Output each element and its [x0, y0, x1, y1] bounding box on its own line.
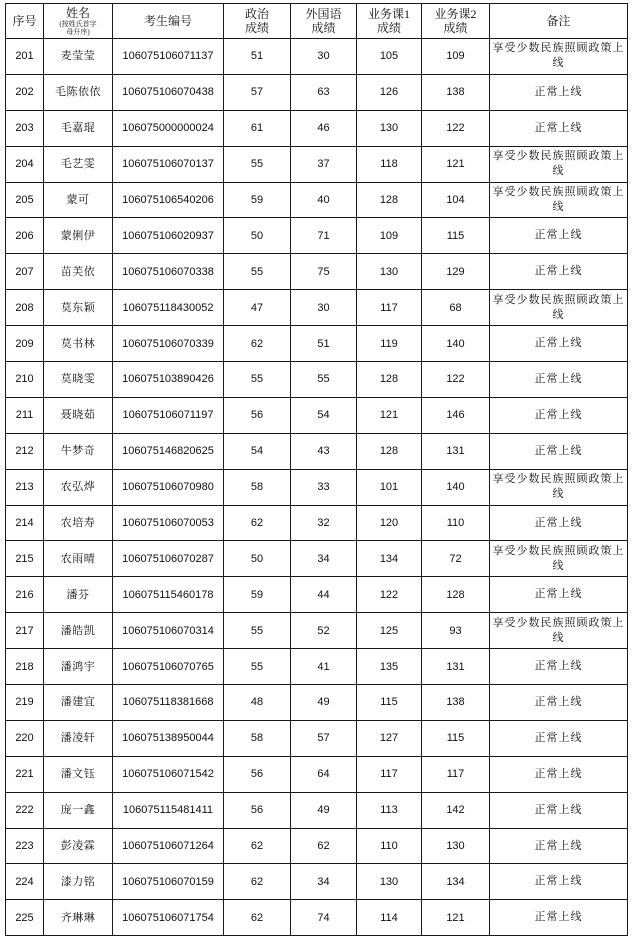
cell-foreign-language: 30: [291, 39, 357, 75]
cell-politics: 59: [224, 577, 291, 613]
cell-name: 聂晓茹: [44, 397, 113, 433]
cell-foreign-language: 51: [291, 326, 357, 362]
cell-exam-id: 106075106070339: [113, 326, 224, 362]
cell-index: 214: [6, 505, 44, 541]
cell-subject1: 115: [357, 685, 422, 721]
cell-politics: 56: [224, 756, 291, 792]
cell-subject1: 117: [357, 290, 422, 326]
cell-subject1: 120: [357, 505, 422, 541]
table-row: [6, 828, 628, 864]
header-index: 序号: [6, 4, 44, 39]
cell-subject1: 130: [357, 254, 422, 290]
header-subject2: [422, 4, 490, 39]
cell-foreign-language: 44: [291, 577, 357, 613]
cell-exam-id: 106075103890426: [113, 362, 224, 398]
cell-subject1: 128: [357, 182, 422, 218]
cell-subject1: 125: [357, 613, 422, 649]
cell-name: 莫书林: [44, 326, 113, 362]
table-row: [6, 146, 628, 182]
cell-politics: 62: [224, 326, 291, 362]
cell-exam-id: 106075106070314: [113, 613, 224, 649]
cell-politics: 48: [224, 685, 291, 721]
cell-subject1: 135: [357, 649, 422, 685]
cell-remark: 正常上线: [490, 720, 628, 756]
cell-foreign-language: 37: [291, 146, 357, 182]
cell-name: 蒙可: [44, 182, 113, 218]
table-row: [6, 326, 628, 362]
header-remark: 备注: [490, 4, 628, 39]
cell-subject2: 130: [422, 828, 490, 864]
cell-exam-id: 106075146820625: [113, 433, 224, 469]
cell-name: 农弘烨: [44, 469, 113, 505]
header-row: [6, 4, 628, 39]
table-row: [6, 685, 628, 721]
cell-remark: 正常上线: [490, 685, 628, 721]
cell-subject1: 118: [357, 146, 422, 182]
cell-politics: 58: [224, 720, 291, 756]
cell-politics: 47: [224, 290, 291, 326]
cell-foreign-language: 75: [291, 254, 357, 290]
cell-subject2: 115: [422, 218, 490, 254]
cell-politics: 62: [224, 864, 291, 900]
cell-name: 潘文钰: [44, 756, 113, 792]
cell-exam-id: 106075106070137: [113, 146, 224, 182]
cell-index: 219: [6, 685, 44, 721]
cell-name: 莫晓雯: [44, 362, 113, 398]
header-subject2-label: 业务课2成绩: [434, 7, 477, 35]
table-row: [6, 290, 628, 326]
cell-index: 211: [6, 397, 44, 433]
cell-exam-id: 106075115481411: [113, 792, 224, 828]
cell-exam-id: 106075118430052: [113, 290, 224, 326]
header-foreign-language: [291, 4, 357, 39]
cell-foreign-language: 74: [291, 900, 357, 936]
cell-exam-id: 106075106071197: [113, 397, 224, 433]
cell-remark: 正常上线: [490, 828, 628, 864]
table-row: [6, 182, 628, 218]
cell-index: 222: [6, 792, 44, 828]
cell-remark: 正常上线: [490, 433, 628, 469]
cell-subject1: 126: [357, 74, 422, 110]
cell-politics: 58: [224, 469, 291, 505]
cell-subject1: 128: [357, 433, 422, 469]
header-exam-id: 考生编号: [113, 4, 224, 39]
cell-name: 麦莹莹: [44, 39, 113, 75]
cell-index: 207: [6, 254, 44, 290]
table-row: [6, 900, 628, 936]
cell-index: 221: [6, 756, 44, 792]
cell-subject2: 122: [422, 362, 490, 398]
cell-exam-id: 106075106071542: [113, 756, 224, 792]
cell-exam-id: 106075106070980: [113, 469, 224, 505]
cell-remark: 正常上线: [490, 397, 628, 433]
cell-foreign-language: 49: [291, 792, 357, 828]
table-body: [6, 39, 628, 936]
table-row: [6, 649, 628, 685]
cell-politics: 55: [224, 146, 291, 182]
cell-name: 潘建宜: [44, 685, 113, 721]
cell-remark: 享受少数民族照顾政策上线: [490, 182, 628, 218]
cell-subject2: 138: [422, 685, 490, 721]
cell-subject2: 109: [422, 39, 490, 75]
cell-politics: 55: [224, 613, 291, 649]
cell-subject2: 110: [422, 505, 490, 541]
cell-politics: 62: [224, 900, 291, 936]
cell-exam-id: 106075115460178: [113, 577, 224, 613]
cell-name: 牛梦奇: [44, 433, 113, 469]
cell-politics: 62: [224, 505, 291, 541]
header-subject1-label: 业务课1成绩: [367, 7, 410, 35]
cell-foreign-language: 43: [291, 433, 357, 469]
cell-remark: 正常上线: [490, 505, 628, 541]
cell-subject2: 104: [422, 182, 490, 218]
cell-foreign-language: 34: [291, 541, 357, 577]
cell-subject2: 121: [422, 900, 490, 936]
cell-foreign-language: 46: [291, 110, 357, 146]
cell-index: 208: [6, 290, 44, 326]
cell-subject1: 113: [357, 792, 422, 828]
header-foreign-language-label: 外国语成绩: [305, 7, 342, 35]
cell-index: 202: [6, 74, 44, 110]
cell-exam-id: 106075106070438: [113, 74, 224, 110]
cell-index: 201: [6, 39, 44, 75]
cell-name: 苗芙依: [44, 254, 113, 290]
table-row: [6, 756, 628, 792]
cell-name: 齐琳琳: [44, 900, 113, 936]
cell-remark: 正常上线: [490, 864, 628, 900]
cell-foreign-language: 64: [291, 756, 357, 792]
cell-subject1: 127: [357, 720, 422, 756]
cell-exam-id: 106075106020937: [113, 218, 224, 254]
cell-foreign-language: 63: [291, 74, 357, 110]
cell-remark: 享受少数民族照顾政策上线: [490, 290, 628, 326]
cell-subject1: 105: [357, 39, 422, 75]
cell-politics: 61: [224, 110, 291, 146]
cell-subject2: 138: [422, 74, 490, 110]
cell-remark: 正常上线: [490, 110, 628, 146]
cell-foreign-language: 49: [291, 685, 357, 721]
cell-index: 204: [6, 146, 44, 182]
cell-subject1: 128: [357, 362, 422, 398]
cell-politics: 55: [224, 254, 291, 290]
cell-foreign-language: 41: [291, 649, 357, 685]
cell-subject2: 129: [422, 254, 490, 290]
cell-subject1: 117: [357, 756, 422, 792]
cell-politics: 59: [224, 182, 291, 218]
cell-remark: 正常上线: [490, 649, 628, 685]
cell-name: 莫东颖: [44, 290, 113, 326]
cell-politics: 62: [224, 828, 291, 864]
cell-politics: 50: [224, 541, 291, 577]
cell-subject1: 134: [357, 541, 422, 577]
table-row: [6, 74, 628, 110]
cell-remark: 享受少数民族照顾政策上线: [490, 541, 628, 577]
header-politics: [224, 4, 291, 39]
cell-foreign-language: 57: [291, 720, 357, 756]
cell-remark: 享受少数民族照顾政策上线: [490, 613, 628, 649]
cell-politics: 50: [224, 218, 291, 254]
table-row: [6, 362, 628, 398]
table-row: [6, 433, 628, 469]
cell-exam-id: 106075106071137: [113, 39, 224, 75]
table-header: [6, 4, 628, 39]
cell-exam-id: 106075106070053: [113, 505, 224, 541]
cell-exam-id: 106075106070159: [113, 864, 224, 900]
cell-remark: 正常上线: [490, 254, 628, 290]
cell-exam-id: 106075106071754: [113, 900, 224, 936]
cell-exam-id: 106075138950044: [113, 720, 224, 756]
cell-exam-id: 106075000000024: [113, 110, 224, 146]
cell-remark: 正常上线: [490, 362, 628, 398]
cell-index: 203: [6, 110, 44, 146]
cell-subject2: 131: [422, 433, 490, 469]
cell-remark: 享受少数民族照顾政策上线: [490, 146, 628, 182]
cell-index: 213: [6, 469, 44, 505]
cell-subject2: 140: [422, 469, 490, 505]
cell-index: 224: [6, 864, 44, 900]
cell-subject2: 115: [422, 720, 490, 756]
cell-politics: 51: [224, 39, 291, 75]
cell-subject2: 121: [422, 146, 490, 182]
cell-remark: 正常上线: [490, 218, 628, 254]
cell-subject1: 130: [357, 864, 422, 900]
cell-name: 蒙俐伊: [44, 218, 113, 254]
cell-subject2: 122: [422, 110, 490, 146]
cell-foreign-language: 30: [291, 290, 357, 326]
table-row: [6, 577, 628, 613]
cell-remark: 正常上线: [490, 756, 628, 792]
header-name-note: (按姓氏首字母升序): [59, 19, 97, 36]
cell-exam-id: 106075118381668: [113, 685, 224, 721]
cell-foreign-language: 40: [291, 182, 357, 218]
cell-exam-id: 106075106071264: [113, 828, 224, 864]
cell-politics: 56: [224, 792, 291, 828]
cell-index: 209: [6, 326, 44, 362]
table-row: [6, 720, 628, 756]
cell-index: 206: [6, 218, 44, 254]
cell-remark: 正常上线: [490, 900, 628, 936]
cell-name: 潘鸿宇: [44, 649, 113, 685]
cell-remark: 正常上线: [490, 792, 628, 828]
cell-index: 212: [6, 433, 44, 469]
table-row: [6, 469, 628, 505]
cell-subject2: 131: [422, 649, 490, 685]
header-politics-label: 政治成绩: [244, 7, 269, 35]
cell-politics: 54: [224, 433, 291, 469]
cell-index: 215: [6, 541, 44, 577]
cell-subject1: 121: [357, 397, 422, 433]
table-row: [6, 254, 628, 290]
cell-foreign-language: 34: [291, 864, 357, 900]
table-row: [6, 541, 628, 577]
cell-name: 漆力铭: [44, 864, 113, 900]
cell-subject1: 119: [357, 326, 422, 362]
table-row: [6, 218, 628, 254]
cell-remark: 正常上线: [490, 577, 628, 613]
header-name-label: 姓名: [65, 5, 90, 20]
cell-remark: 正常上线: [490, 326, 628, 362]
cell-remark: 享受少数民族照顾政策上线: [490, 39, 628, 75]
cell-index: 220: [6, 720, 44, 756]
cell-name: 毛艺雯: [44, 146, 113, 182]
table-row: [6, 613, 628, 649]
cell-index: 217: [6, 613, 44, 649]
cell-subject2: 117: [422, 756, 490, 792]
cell-name: 彭凌霖: [44, 828, 113, 864]
cell-foreign-language: 71: [291, 218, 357, 254]
cell-name: 毛陈依依: [44, 74, 113, 110]
table-row: [6, 505, 628, 541]
cell-subject2: 140: [422, 326, 490, 362]
cell-subject2: 72: [422, 541, 490, 577]
table-row: [6, 397, 628, 433]
cell-subject1: 101: [357, 469, 422, 505]
cell-foreign-language: 62: [291, 828, 357, 864]
cell-politics: 55: [224, 649, 291, 685]
cell-exam-id: 106075106070765: [113, 649, 224, 685]
cell-politics: 57: [224, 74, 291, 110]
cell-name: 潘皓凯: [44, 613, 113, 649]
cell-subject2: 68: [422, 290, 490, 326]
cell-subject2: 134: [422, 864, 490, 900]
cell-foreign-language: 55: [291, 362, 357, 398]
cell-name: 潘芬: [44, 577, 113, 613]
score-table: [5, 3, 628, 936]
table-row: [6, 792, 628, 828]
cell-index: 205: [6, 182, 44, 218]
cell-politics: 55: [224, 362, 291, 398]
cell-foreign-language: 52: [291, 613, 357, 649]
cell-index: 225: [6, 900, 44, 936]
header-subject1: [357, 4, 422, 39]
table-row: [6, 39, 628, 75]
cell-subject1: 110: [357, 828, 422, 864]
cell-remark: 正常上线: [490, 74, 628, 110]
table-row: [6, 864, 628, 900]
table-row: [6, 110, 628, 146]
header-name: [44, 4, 113, 39]
cell-foreign-language: 54: [291, 397, 357, 433]
cell-index: 218: [6, 649, 44, 685]
cell-exam-id: 106075106540206: [113, 182, 224, 218]
cell-remark: 享受少数民族照顾政策上线: [490, 469, 628, 505]
cell-name: 庞一鑫: [44, 792, 113, 828]
cell-subject1: 109: [357, 218, 422, 254]
cell-exam-id: 106075106070287: [113, 541, 224, 577]
cell-subject2: 128: [422, 577, 490, 613]
cell-name: 农培寿: [44, 505, 113, 541]
cell-name: 潘凌轩: [44, 720, 113, 756]
cell-name: 毛嘉琨: [44, 110, 113, 146]
cell-foreign-language: 32: [291, 505, 357, 541]
cell-name: 农雨晴: [44, 541, 113, 577]
cell-subject2: 93: [422, 613, 490, 649]
cell-index: 210: [6, 362, 44, 398]
cell-subject2: 142: [422, 792, 490, 828]
cell-subject2: 146: [422, 397, 490, 433]
cell-politics: 56: [224, 397, 291, 433]
cell-foreign-language: 33: [291, 469, 357, 505]
cell-subject1: 114: [357, 900, 422, 936]
cell-index: 216: [6, 577, 44, 613]
cell-exam-id: 106075106070338: [113, 254, 224, 290]
cell-subject1: 130: [357, 110, 422, 146]
cell-index: 223: [6, 828, 44, 864]
cell-subject1: 122: [357, 577, 422, 613]
